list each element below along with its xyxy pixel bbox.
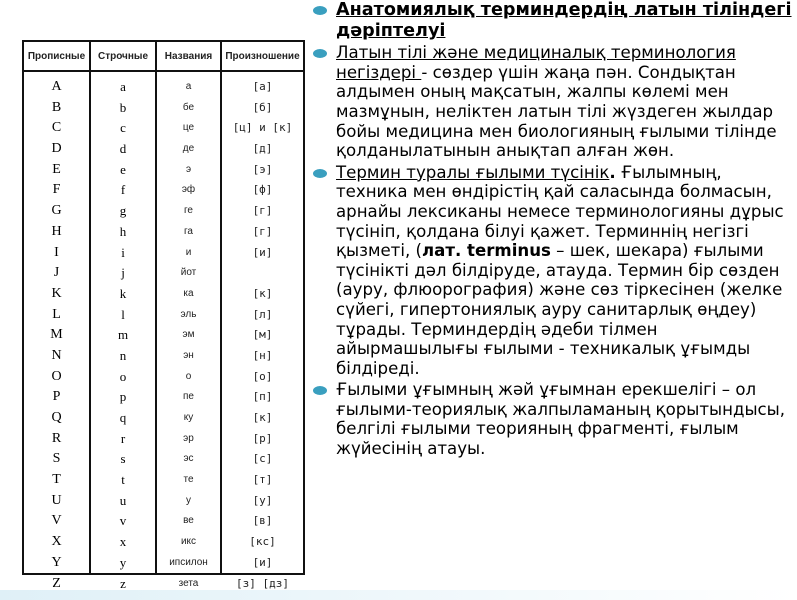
table-cell-lower: u (119, 492, 127, 508)
table-cell-upper: B (51, 99, 62, 115)
table-cell-lower: q (119, 410, 127, 425)
table-cell-lower: f (120, 182, 126, 198)
table-cell-names: ка (183, 287, 194, 299)
table-cell-names: це (182, 122, 195, 134)
table-cell-names: а (185, 81, 192, 92)
table-cell-upper: U (51, 492, 62, 508)
bullet-icon (313, 6, 327, 15)
bottom-decoration (0, 590, 797, 600)
table-cell-names: эм (182, 329, 195, 341)
lowercase-column (91, 72, 157, 591)
table-cell-upper: X (51, 534, 62, 550)
table-cell-names: пе (183, 391, 194, 403)
table-header (24, 42, 303, 72)
table-cell-lower: z (120, 575, 126, 591)
table-cell-pron: [э] (252, 162, 273, 176)
slide-title: Анатомиялық терминдердің латын тіліндегі дәріптелуі (336, 0, 792, 41)
table-cell-names: ве (183, 515, 194, 527)
table-cell-pron: [и] (252, 555, 273, 569)
table-cell-upper: D (51, 141, 62, 157)
table-cell-names: э (185, 163, 192, 175)
table-cell-upper: I (54, 244, 59, 260)
table-cell-pron (222, 263, 303, 284)
table-cell-upper: T (52, 472, 61, 488)
header-pronunciation: Произношение (225, 50, 300, 62)
table-cell-upper: P (52, 389, 61, 405)
table-cell-pron: [п] (252, 390, 273, 404)
table-cell-lower: d (119, 141, 127, 157)
table-cell-names: те (183, 474, 194, 486)
table-cell-pron: [к] (252, 411, 273, 424)
table-cell-lower: c (120, 120, 126, 136)
table-cell-pron: [б] (252, 100, 273, 114)
table-cell-upper: L (52, 306, 61, 322)
table-cell-pron: [ц] и [к] (232, 121, 293, 135)
table-cell-names: эр (183, 432, 194, 444)
table-cell-pron: [о] (252, 369, 273, 383)
pronunciation-column (222, 72, 303, 590)
table-cell-pron: [а] (252, 80, 273, 93)
bullet-2 (313, 163, 797, 379)
table-cell-upper: J (53, 265, 60, 281)
uppercase-column (24, 72, 91, 591)
table-cell-upper: K (51, 285, 62, 301)
table-cell-names: и (185, 246, 192, 258)
slide-text (313, 0, 797, 461)
header-uppercase: Прописные (24, 42, 91, 70)
table-cell-pron: [с] (252, 452, 273, 466)
table-cell-pron: [к] (252, 286, 273, 300)
bullet-2-text-b: – шек, шекара) ғылыми түсінікті дәл білдіруде, атауда. Термин бір сөзден (ауру, флюорография) және сөз тіркесінен (желке сүйегі, гипертониялық ауру санитарлық өңдеу) тұрады. Терминдердің әдеби тілмен айырмашылығы ғылыми - техникалық ұғымды білдіреді. (336, 241, 783, 378)
table-cell-lower: s (120, 451, 126, 467)
table-cell-upper: G (51, 203, 62, 219)
table-cell-pron: [т] (252, 473, 273, 487)
table-cell-upper: M (50, 327, 63, 343)
bullet-2-text-a: Ғылымның, техника мен өндірістің қай саласында болмасын, арнайы лексиканы немесе терминологияны дұрыс түсініп, қолдана білуі қажет. Терминнің негізгі қызметі, ( (336, 162, 784, 261)
table-cell-upper: C (51, 120, 62, 136)
table-cell-names: бе (182, 101, 195, 113)
table-cell-pron: [л] (252, 307, 273, 321)
table-cell-upper: Z (52, 575, 61, 591)
table-cell-lower: r (120, 430, 126, 446)
table-cell-upper: E (52, 161, 61, 177)
bullet-title (313, 0, 797, 41)
table-cell-pron: [ф] (252, 183, 273, 197)
table-cell-upper: N (51, 347, 62, 363)
bullet-icon (313, 386, 327, 395)
bullet-2-dot: . (609, 162, 616, 182)
table-cell-upper: A (51, 79, 62, 94)
table-cell-lower: o (119, 368, 127, 384)
table-cell-lower: i (121, 244, 125, 260)
table-cell-names: эль (180, 308, 197, 320)
table-cell-upper: S (52, 451, 61, 467)
table-cell-lower: l (121, 306, 125, 322)
table-cell-upper: V (51, 513, 62, 529)
table-cell-pron: [кс] (249, 535, 276, 549)
bullet-2-link[interactable]: Термин туралы ғылыми түсінік (336, 162, 610, 182)
table-cell-lower: g (119, 203, 127, 219)
table-cell-lower: m (117, 327, 129, 343)
table-cell-lower: y (119, 554, 127, 570)
table-cell-names: га (184, 225, 193, 237)
bullet-icon (313, 49, 327, 58)
table-cell-upper: O (51, 368, 62, 384)
table-cell-lower: e (120, 161, 126, 177)
table-cell-names: эн (183, 349, 194, 361)
table-cell-names: у (186, 494, 191, 506)
table-cell-names: эс (183, 453, 194, 465)
table-cell-lower: a (120, 79, 126, 94)
names-column (157, 72, 222, 589)
bullet-1-text: - сөздер үшін жаңа пән. Сондықтан алдымен оның мақсатын, жалпы көлемі мен мазмұнын, неліктен латын тілі жүздеген жылдар бойы медицина мен биологияның ғылыми тілінде қолданылатынын анықтап алған жөн. (336, 62, 777, 161)
bullet-1-link[interactable]: Латын тілі және медициналық терминология негіздері (336, 43, 736, 82)
header-names: Названия (157, 42, 222, 70)
table-cell-lower: n (119, 347, 127, 363)
table-cell-lower: p (119, 389, 127, 405)
table-cell-lower: b (119, 99, 127, 115)
table-cell-lower: k (119, 285, 127, 301)
table-cell-names: де (182, 143, 195, 155)
table-cell-lower: x (119, 534, 127, 550)
table-cell-names: ипсилон (169, 556, 208, 568)
bullet-1 (313, 43, 797, 161)
table-cell-upper: Y (51, 554, 62, 570)
bullet-icon (313, 169, 327, 178)
table-cell-pron: [м] (252, 328, 273, 342)
table-cell-pron: [г] (252, 204, 273, 218)
bullet-2-bold: лат. terminus (421, 241, 551, 261)
table-cell-names: зета (178, 577, 199, 589)
table-cell-names: эф (181, 184, 196, 196)
table-cell-pron: [д] (252, 142, 273, 156)
header-lowercase: Строчные (91, 42, 157, 70)
table-cell-names: о (185, 370, 192, 382)
table-cell-pron: [и] (252, 245, 273, 259)
table-cell-upper: F (52, 182, 61, 198)
table-cell-lower: v (119, 513, 127, 529)
table-cell-names: ге (184, 205, 193, 217)
bullet-3 (313, 380, 797, 458)
table-cell-pron: [у] (252, 493, 273, 507)
table-cell-pron: [г] (252, 224, 273, 238)
table-cell-lower: j (121, 265, 125, 281)
alphabet-table (22, 40, 305, 591)
table-cell-pron: [в] (252, 514, 273, 528)
table-cell-upper: Q (51, 410, 62, 425)
table-cell-pron: [з] [дз] (236, 576, 289, 590)
table-cell-lower: t (121, 472, 125, 488)
table-cell-names: йот (180, 267, 197, 279)
bullet-3-text: Ғылыми ұғымның жәй ұғымнан ерекшелігі – ол ғылыми-теориялық жалпыламаның қорытындысы, белгілі ғылыми теорияның фрагменті, ғылым жүйесінің атауы. (336, 380, 786, 459)
table-cell-upper: H (51, 223, 62, 239)
table-cell-pron: [р] (252, 431, 273, 445)
table-cell-names: ку (183, 412, 194, 423)
table-cell-pron: [н] (252, 348, 273, 362)
table-cell-names: икс (180, 536, 197, 548)
table-cell-lower: h (119, 223, 127, 239)
table-cell-upper: R (51, 430, 62, 446)
